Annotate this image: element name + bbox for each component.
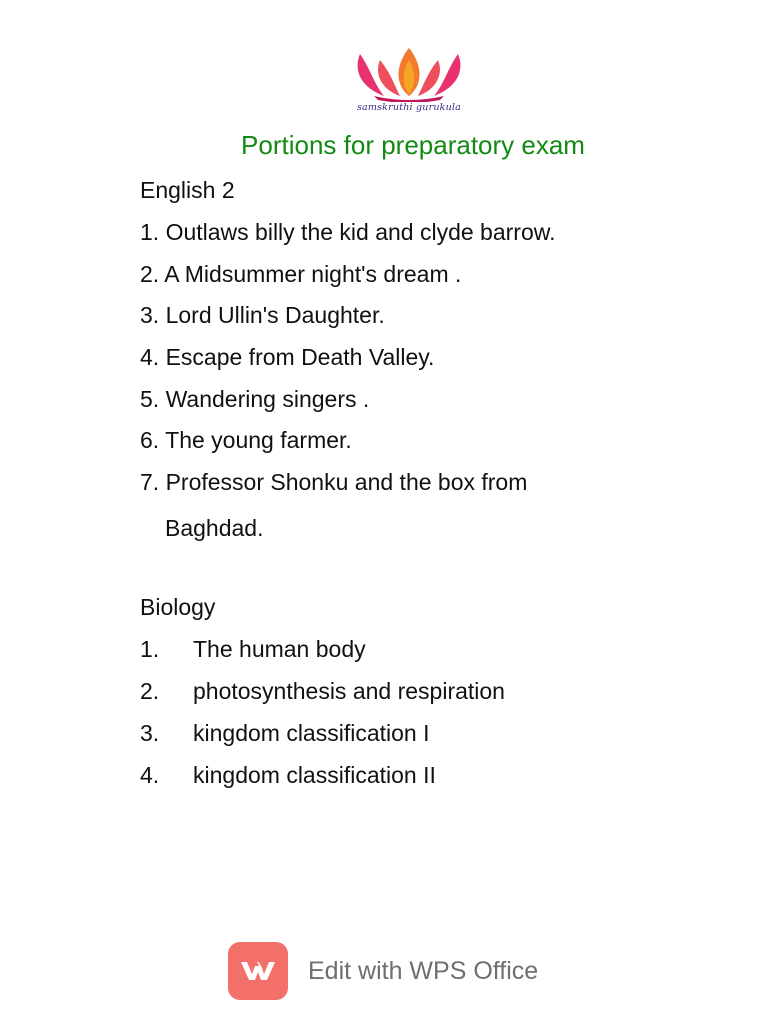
biology-item-number: 4. (140, 762, 160, 788)
biology-item-4 (140, 762, 436, 789)
biology-item-2 (140, 678, 505, 705)
edit-with-wps-office-button[interactable] (228, 942, 538, 1000)
biology-item-text: kingdom classification II (193, 762, 436, 788)
biology-item-3 (140, 720, 430, 747)
english-item-4: 4. Escape from Death Valley. (140, 344, 435, 370)
biology-item-text: photosynthesis and respiration (193, 678, 505, 704)
english-item-7-continued: Baghdad. (165, 515, 264, 541)
biology-item-number: 1. (140, 636, 160, 662)
biology-item-number: 2. (140, 678, 160, 704)
english-item-1: 1. Outlaws billy the kid and clyde barrow. (140, 219, 556, 245)
wps-office-icon[interactable] (228, 942, 288, 1000)
biology-heading: Biology (140, 594, 216, 620)
biology-item-number: 3. (140, 720, 160, 746)
logo-caption: samskruthi gurukula (356, 102, 462, 113)
wps-office-label[interactable]: Edit with WPS Office (308, 956, 539, 985)
english-item-6: 6. The young farmer. (140, 427, 352, 453)
lotus-icon (344, 46, 474, 102)
english-item-5: 5. Wandering singers . (140, 386, 370, 412)
english-heading: English 2 (140, 177, 235, 203)
page-title: Portions for preparatory exam (241, 130, 585, 160)
english-item-2: 2. A Midsummer night's dream . (140, 261, 462, 287)
biology-item-text: kingdom classification I (193, 720, 430, 746)
biology-item-1 (140, 636, 366, 663)
english-item-7 (140, 469, 527, 542)
samskruthi-gurukula-logo (344, 46, 474, 118)
english-item-7-text: 7. Professor Shonku and the box from (140, 469, 528, 495)
biology-item-text: The human body (193, 636, 366, 662)
english-item-3: 3. Lord Ullin's Daughter. (140, 302, 385, 328)
